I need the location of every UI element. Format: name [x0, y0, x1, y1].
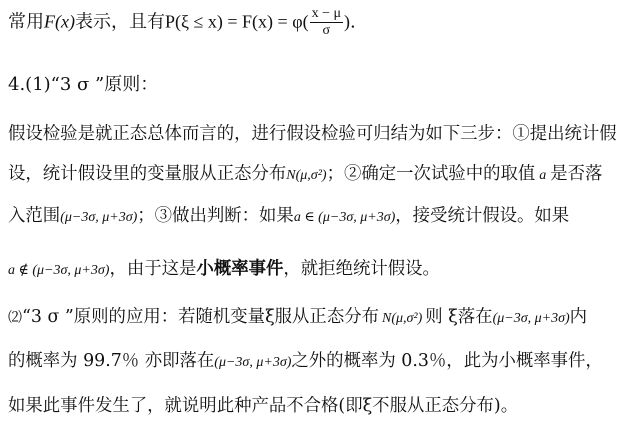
- text: 设，统计假设里的变量服从正态分布: [8, 164, 287, 184]
- text: 如果此事件发生了，就说明此种产品不合格(即ξ不服从正态分布)。: [8, 396, 519, 416]
- formula: P(ξ ≤ x) = F(x) = φ(: [164, 11, 309, 32]
- text: 是否落: [550, 164, 603, 184]
- text: 内: [569, 307, 588, 327]
- paragraph-line: [8, 350, 603, 374]
- text: 假设检验是就正态总体而言的，进行假设检验可归结为如下三步：①提出统计假: [8, 124, 617, 144]
- list-marker: ⑵: [8, 310, 22, 326]
- math: a ∉ (μ−3σ, μ+3σ): [8, 263, 110, 278]
- bold-text: 小概率事件: [196, 259, 284, 279]
- text: 则 ξ落在: [425, 307, 493, 327]
- paragraph-line: [8, 306, 587, 330]
- text: 之外的概率为 0.3％，此为小概率事件，: [291, 351, 603, 371]
- section-heading: [8, 74, 158, 96]
- paragraph-line: [8, 163, 602, 187]
- paragraph-line: [8, 258, 440, 282]
- text: ，就拒绝统计假设。: [283, 259, 440, 279]
- text: 入范围: [8, 206, 61, 226]
- text: .: [349, 11, 356, 33]
- math: (μ−3σ, μ+3σ): [60, 210, 138, 225]
- paragraph-line: [8, 123, 617, 145]
- text: ，接受统计假设。如果: [395, 206, 570, 226]
- cdf-definition-line: [8, 6, 356, 39]
- math: N(μ,σ²): [382, 311, 423, 326]
- math: a ∈ (μ−3σ, μ+3σ): [293, 210, 396, 225]
- math: (μ−3σ, μ+3σ): [492, 311, 570, 326]
- text: 常用: [8, 11, 44, 33]
- text: 表示，且有: [74, 11, 165, 33]
- text: “3 σ ”原则的应用：若随机变量ξ服从正态分布: [22, 307, 379, 327]
- fraction: [310, 6, 343, 39]
- paragraph-line: [8, 205, 569, 229]
- formula: ): [343, 11, 350, 32]
- fraction-numerator: x − μ: [311, 6, 341, 21]
- paragraph-line: [8, 395, 518, 417]
- text: ；②确定一次试验中的取值: [326, 164, 536, 184]
- text: ；③做出判断：如果: [137, 206, 294, 226]
- text: 的概率为 99.7％ 亦即落在: [8, 351, 215, 371]
- text: ，由于这是: [109, 259, 197, 279]
- math-fx: F(x): [44, 11, 75, 32]
- math: (μ−3σ, μ+3σ): [214, 355, 292, 370]
- math: a: [539, 168, 547, 183]
- math: N(μ,σ²): [286, 168, 327, 183]
- fraction-denominator: σ: [322, 23, 331, 38]
- heading-text: 4.(1)“3 σ ”原则：: [8, 74, 159, 95]
